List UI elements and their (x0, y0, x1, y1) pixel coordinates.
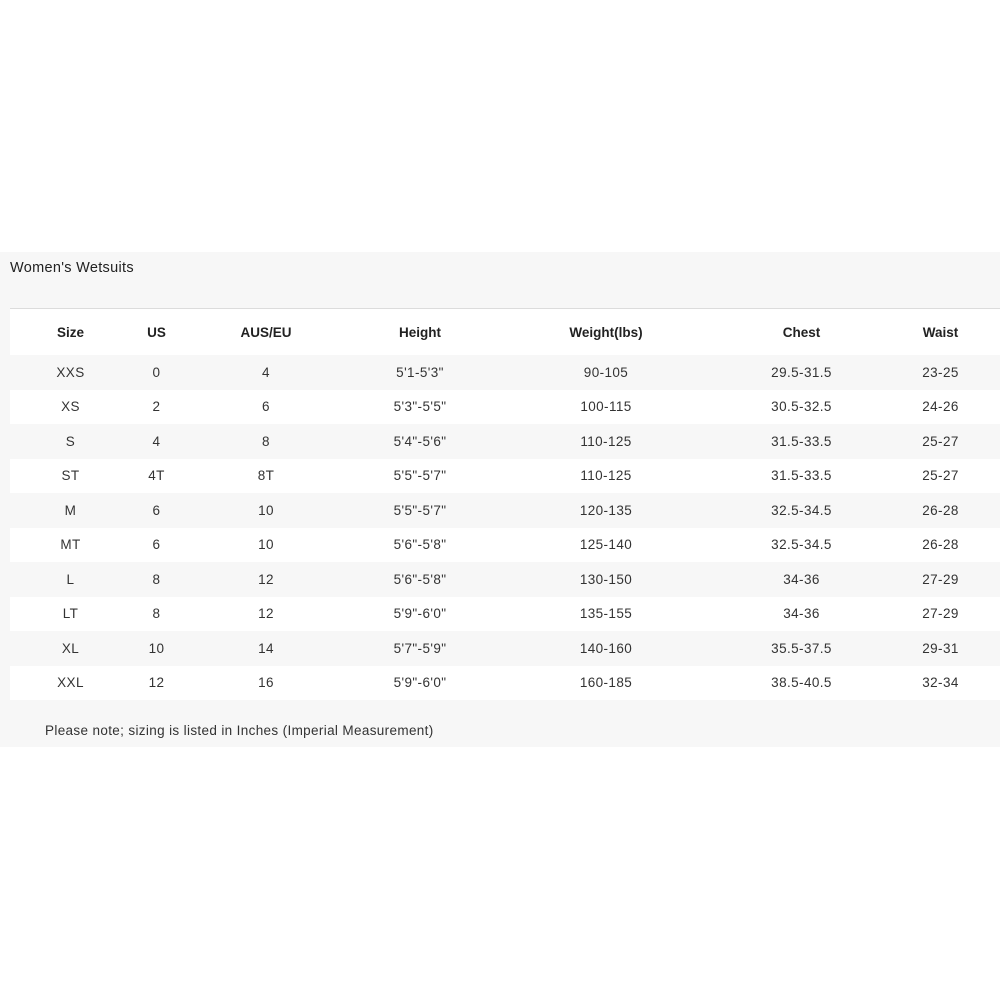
waist-cell: 25-27 (881, 459, 1000, 494)
table-row (10, 562, 1000, 597)
column-header-aus-eu: AUS/EU (182, 309, 350, 355)
size-cell: ST (10, 459, 131, 494)
height-cell: 5'9"-6'0" (350, 666, 490, 701)
aus-eu-cell: 8 (182, 424, 350, 459)
size-table (10, 309, 1000, 700)
chest-cell: 29.5-31.5 (722, 355, 881, 390)
column-header-us: US (131, 309, 182, 355)
us-cell: 6 (131, 528, 182, 563)
us-cell: 8 (131, 597, 182, 632)
waist-cell: 27-29 (881, 597, 1000, 632)
table-row (10, 459, 1000, 494)
weight-cell: 120-135 (490, 493, 722, 528)
waist-cell: 26-28 (881, 528, 1000, 563)
height-cell: 5'3"-5'5" (350, 390, 490, 425)
height-cell: 5'6"-5'8" (350, 562, 490, 597)
waist-cell: 26-28 (881, 493, 1000, 528)
chest-cell: 34-36 (722, 562, 881, 597)
waist-cell: 25-27 (881, 424, 1000, 459)
table-row (10, 597, 1000, 632)
size-cell: XS (10, 390, 131, 425)
weight-cell: 110-125 (490, 424, 722, 459)
us-cell: 12 (131, 666, 182, 701)
weight-cell: 130-150 (490, 562, 722, 597)
column-header-waist: Waist (881, 309, 1000, 355)
measurement-note: Please note; sizing is listed in Inches (Imperial Measurement) (45, 723, 434, 738)
weight-cell: 140-160 (490, 631, 722, 666)
chest-cell: 35.5-37.5 (722, 631, 881, 666)
weight-cell: 90-105 (490, 355, 722, 390)
weight-cell: 135-155 (490, 597, 722, 632)
size-cell: L (10, 562, 131, 597)
table-header-row (10, 309, 1000, 355)
waist-cell: 27-29 (881, 562, 1000, 597)
aus-eu-cell: 4 (182, 355, 350, 390)
chest-cell: 32.5-34.5 (722, 493, 881, 528)
chest-cell: 38.5-40.5 (722, 666, 881, 701)
us-cell: 4 (131, 424, 182, 459)
table-row (10, 666, 1000, 701)
column-header-weight: Weight(lbs) (490, 309, 722, 355)
weight-cell: 160-185 (490, 666, 722, 701)
height-cell: 5'5"-5'7" (350, 459, 490, 494)
height-cell: 5'6"-5'8" (350, 528, 490, 563)
us-cell: 4T (131, 459, 182, 494)
weight-cell: 100-115 (490, 390, 722, 425)
height-cell: 5'4"-5'6" (350, 424, 490, 459)
chest-cell: 31.5-33.5 (722, 424, 881, 459)
chart-title: Women's Wetsuits (10, 260, 134, 276)
column-header-size: Size (10, 309, 131, 355)
aus-eu-cell: 16 (182, 666, 350, 701)
aus-eu-cell: 6 (182, 390, 350, 425)
size-cell: MT (10, 528, 131, 563)
weight-cell: 125-140 (490, 528, 722, 563)
aus-eu-cell: 12 (182, 562, 350, 597)
us-cell: 2 (131, 390, 182, 425)
table-row (10, 528, 1000, 563)
table-row (10, 493, 1000, 528)
us-cell: 8 (131, 562, 182, 597)
size-cell: XXS (10, 355, 131, 390)
height-cell: 5'1-5'3" (350, 355, 490, 390)
aus-eu-cell: 10 (182, 493, 350, 528)
column-header-height: Height (350, 309, 490, 355)
size-cell: M (10, 493, 131, 528)
waist-cell: 24-26 (881, 390, 1000, 425)
height-cell: 5'9"-6'0" (350, 597, 490, 632)
us-cell: 0 (131, 355, 182, 390)
size-chart-panel (0, 252, 1000, 747)
waist-cell: 29-31 (881, 631, 1000, 666)
table-row (10, 631, 1000, 666)
chest-cell: 31.5-33.5 (722, 459, 881, 494)
waist-cell: 23-25 (881, 355, 1000, 390)
size-cell: XXL (10, 666, 131, 701)
aus-eu-cell: 14 (182, 631, 350, 666)
weight-cell: 110-125 (490, 459, 722, 494)
size-cell: XL (10, 631, 131, 666)
size-cell: S (10, 424, 131, 459)
aus-eu-cell: 8T (182, 459, 350, 494)
us-cell: 6 (131, 493, 182, 528)
us-cell: 10 (131, 631, 182, 666)
size-cell: LT (10, 597, 131, 632)
table-row (10, 390, 1000, 425)
height-cell: 5'5"-5'7" (350, 493, 490, 528)
table-row (10, 424, 1000, 459)
chest-cell: 30.5-32.5 (722, 390, 881, 425)
waist-cell: 32-34 (881, 666, 1000, 701)
table-row (10, 355, 1000, 390)
aus-eu-cell: 12 (182, 597, 350, 632)
height-cell: 5'7"-5'9" (350, 631, 490, 666)
chest-cell: 34-36 (722, 597, 881, 632)
chest-cell: 32.5-34.5 (722, 528, 881, 563)
aus-eu-cell: 10 (182, 528, 350, 563)
column-header-chest: Chest (722, 309, 881, 355)
